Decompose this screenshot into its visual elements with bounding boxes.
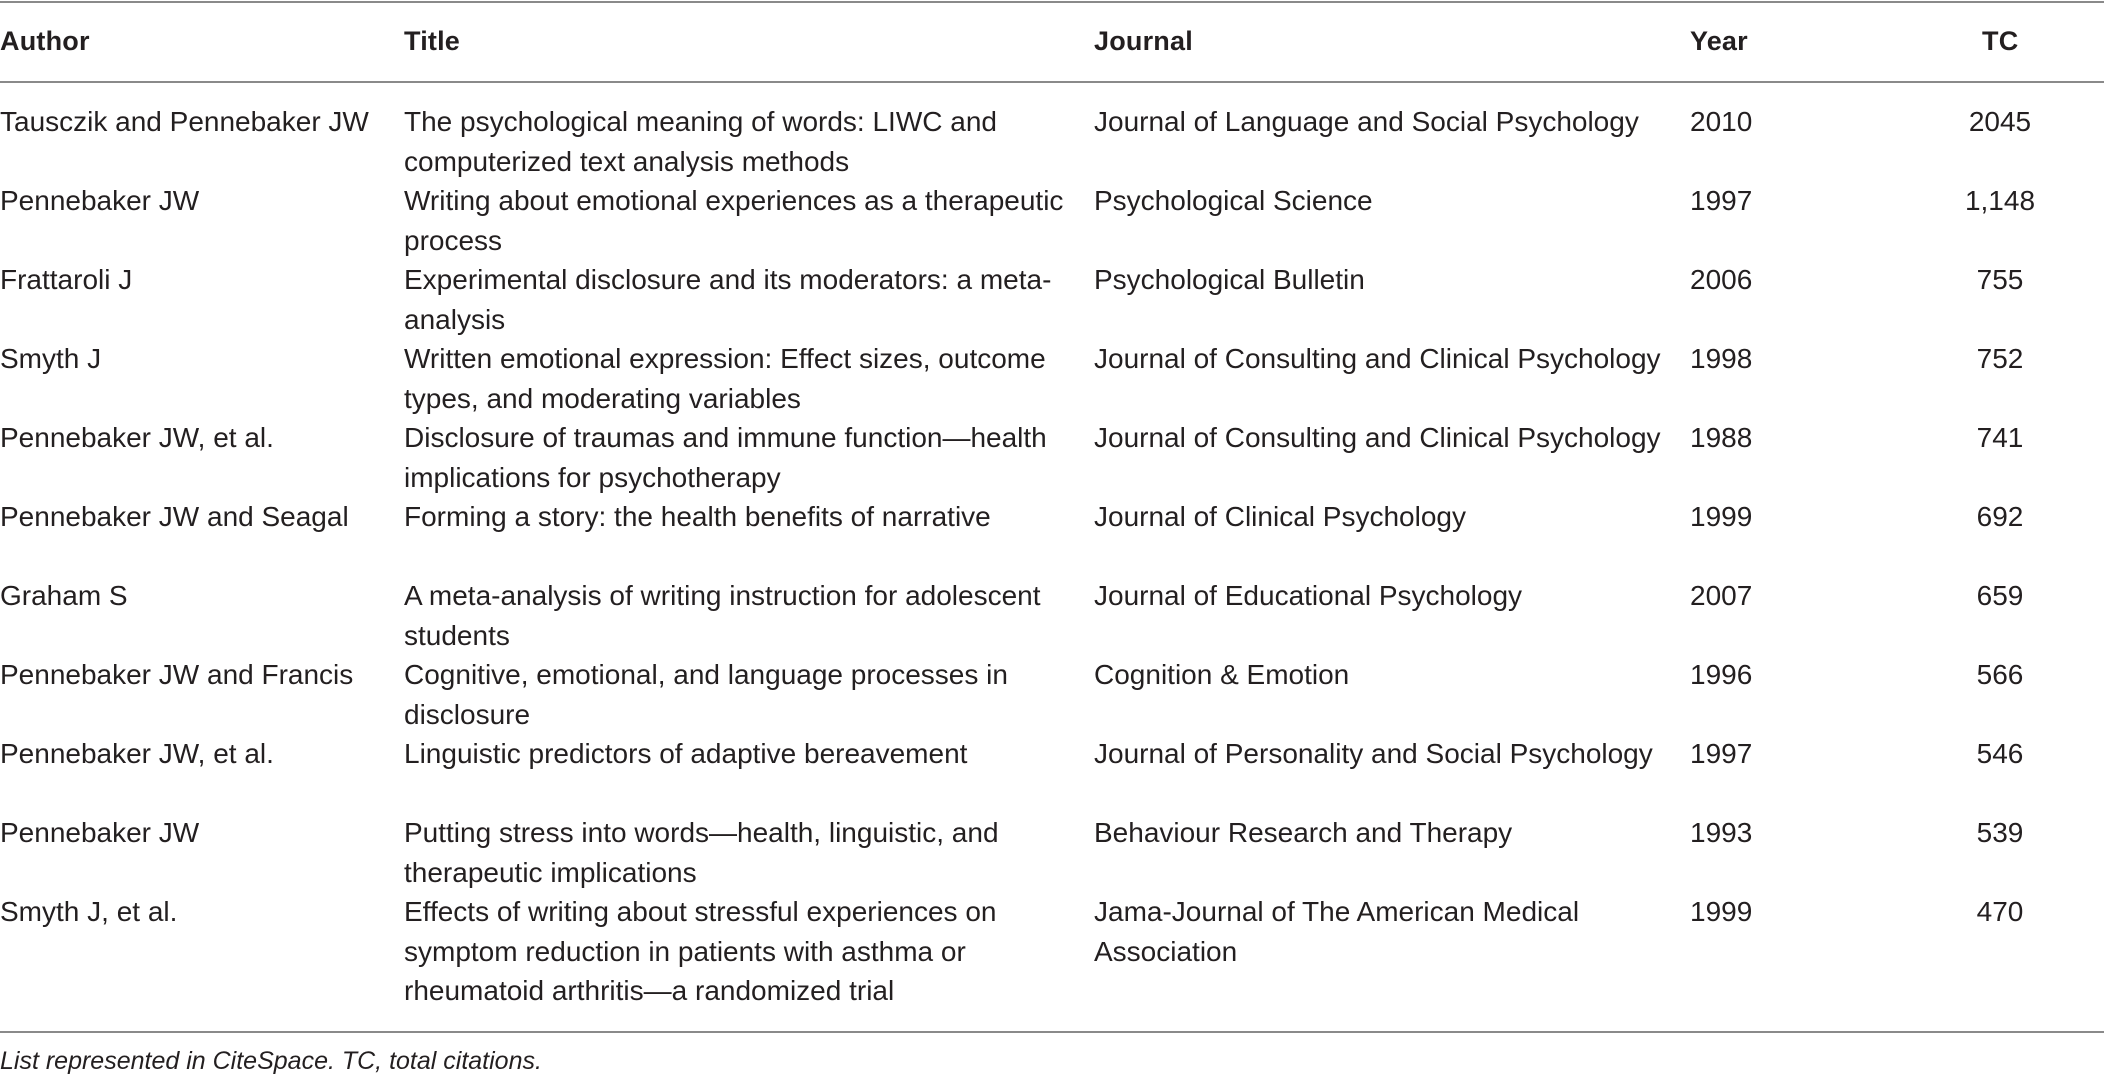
cell-author: Pennebaker JW, et al. <box>0 738 274 769</box>
cell-journal: Journal of Educational Psychology <box>1094 580 1523 611</box>
cell-journal: Psychological Bulletin <box>1094 264 1365 295</box>
header-journal: Journal <box>1094 25 1193 56</box>
cell-author: Frattaroli J <box>0 264 133 295</box>
cell-journal: Journal of Personality and Social Psychology <box>1094 738 1653 769</box>
table-row <box>0 82 2104 181</box>
cell-author: Pennebaker JW, et al. <box>0 422 274 453</box>
table-header <box>0 0 2104 82</box>
cell-year: 2006 <box>1690 264 1753 295</box>
cell-year: 1999 <box>1690 501 1753 532</box>
cell-year: 1997 <box>1690 185 1753 216</box>
cell-author: Pennebaker JW and Francis <box>0 659 354 690</box>
cell-journal: Psychological Science <box>1094 185 1373 216</box>
cell-author: Pennebaker JW <box>0 185 200 216</box>
cell-tc: 659 <box>1976 580 2024 611</box>
cell-author: Pennebaker JW <box>0 817 200 848</box>
cell-title: Putting stress into words—health, linguistic, and therapeutic implications <box>404 817 999 888</box>
cell-journal: Behaviour Research and Therapy <box>1094 817 1513 848</box>
cell-tc: 741 <box>1976 422 2024 453</box>
cell-title: Cognitive, emotional, and language processes in disclosure <box>404 659 1008 730</box>
cell-year: 2010 <box>1690 106 1753 137</box>
cell-journal: Journal of Clinical Psychology <box>1094 501 1466 532</box>
cell-year: 1999 <box>1690 896 1753 927</box>
table-row <box>0 497 2104 576</box>
cell-journal: Jama-Journal of The American Medical Association <box>1094 896 1580 967</box>
cell-year: 1993 <box>1690 817 1753 848</box>
header-title: Title <box>404 25 461 56</box>
cell-author: Pennebaker JW and Seagal <box>0 501 349 532</box>
cell-title: Effects of writing about stressful experiences on symptom reduction in patients with asthma or rheumatoid arthritis—a randomized trial <box>404 896 997 1006</box>
cell-title: Experimental disclosure and its moderators: a meta-analysis <box>404 264 1052 335</box>
cell-year: 1988 <box>1690 422 1753 453</box>
cell-title: Disclosure of traumas and immune function—health implications for psychotherapy <box>404 422 1047 493</box>
cell-title: The psychological meaning of words: LIWC and computerized text analysis methods <box>404 106 997 177</box>
cell-tc: 566 <box>1976 659 2024 690</box>
cell-title: Forming a story: the health benefits of narrative <box>404 501 991 532</box>
cell-year: 1996 <box>1690 659 1753 690</box>
table-row <box>0 418 2104 497</box>
cell-title: Written emotional expression: Effect sizes, outcome types, and moderating variables <box>404 343 1046 414</box>
cell-tc: 2045 <box>1968 106 2032 137</box>
table-row <box>0 734 2104 813</box>
cell-tc: 755 <box>1976 264 2024 295</box>
table-row <box>0 655 2104 734</box>
table-row <box>0 576 2104 655</box>
table-row <box>0 260 2104 339</box>
cell-year: 1997 <box>1690 738 1753 769</box>
cell-author: Graham S <box>0 580 128 611</box>
cell-tc: 752 <box>1976 343 2024 374</box>
cell-author: Tausczik and Pennebaker JW <box>0 106 369 137</box>
cell-tc: 1,148 <box>1964 185 2036 216</box>
cell-tc: 546 <box>1976 738 2024 769</box>
table-bottom-rule <box>0 1031 2104 1033</box>
table-body <box>0 82 2104 1011</box>
cell-author: Smyth J <box>0 343 102 374</box>
header-author: Author <box>0 25 90 56</box>
header-tc: TC <box>1982 25 2019 56</box>
table-row <box>0 181 2104 260</box>
table-row <box>0 892 2104 1011</box>
cell-journal: Journal of Consulting and Clinical Psychology <box>1094 422 1661 453</box>
cell-title: Linguistic predictors of adaptive bereavement <box>404 738 968 769</box>
table-footnote: List represented in CiteSpace. TC, total citations. <box>0 1047 542 1075</box>
table-row <box>0 813 2104 892</box>
cell-title: Writing about emotional experiences as a therapeutic process <box>404 185 1064 256</box>
cell-tc: 470 <box>1976 896 2024 927</box>
header-row <box>0 0 2104 82</box>
cell-tc: 692 <box>1976 501 2024 532</box>
table-row <box>0 339 2104 418</box>
cell-tc: 539 <box>1976 817 2024 848</box>
cell-year: 2007 <box>1690 580 1753 611</box>
header-year: Year <box>1690 25 1748 56</box>
cell-title: A meta-analysis of writing instruction for adolescent students <box>404 580 1041 651</box>
cell-journal: Journal of Language and Social Psychology <box>1094 106 1639 137</box>
cell-year: 1998 <box>1690 343 1753 374</box>
cell-journal: Journal of Consulting and Clinical Psychology <box>1094 343 1661 374</box>
cell-author: Smyth J, et al. <box>0 896 178 927</box>
cell-journal: Cognition & Emotion <box>1094 659 1350 690</box>
